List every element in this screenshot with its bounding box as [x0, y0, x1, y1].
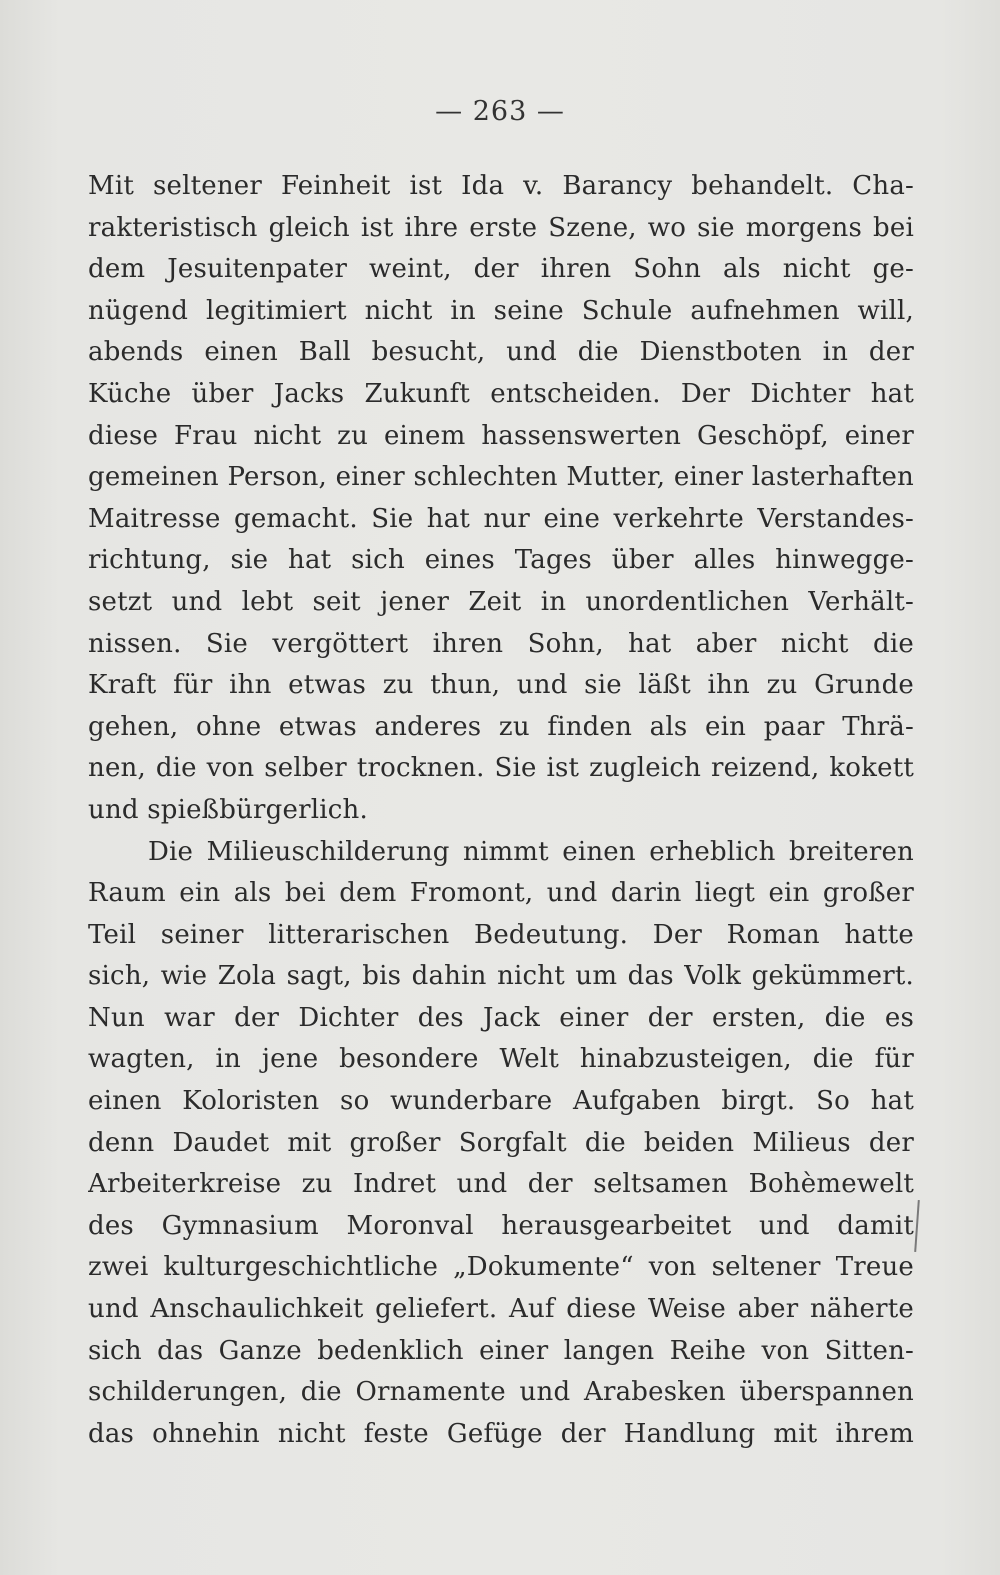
- text-line: Küche über Jacks Zukunft entscheiden. Der Dichter hat: [88, 378, 914, 409]
- text-line: Teil seiner litterarischen Bedeutung. Der Roman hatte: [88, 919, 914, 950]
- text-line: Maitresse gemacht. Sie hat nur eine verkehrte Verstandes-: [88, 503, 914, 534]
- text-line: Mit seltener Feinheit ist Ida v. Barancy behandelt. Cha-: [88, 171, 914, 201]
- text-line: Kraft für ihn etwas zu thun, und sie läßt ihn zu Grunde: [88, 670, 914, 701]
- text-line: Arbeiterkreise zu Indret und der seltsamen Bohèmewelt: [88, 1169, 914, 1200]
- text-line: und Anschaulichkeit geliefert. Auf diese Weise aber näherte: [88, 1294, 914, 1325]
- text-line: denn Daudet mit großer Sorgfalt die beiden Milieus der: [88, 1127, 914, 1158]
- text-line: nen, die von selber trocknen. Sie ist zugleich reizend, kokett: [88, 753, 914, 784]
- text-line: und spießbürgerlich.: [88, 794, 368, 825]
- text-line: dem Jesuitenpater weint, der ihren Sohn als nicht ge-: [88, 254, 914, 285]
- text-line: sich das Ganze bedenklich einer langen Reihe von Sitten-: [88, 1335, 914, 1366]
- text-line: einen Koloristen so wunderbare Aufgaben birgt. So hat: [88, 1086, 914, 1117]
- text-line: setzt und lebt seit jener Zeit in unordentlichen Verhält-: [88, 586, 914, 617]
- text-line: rakteristisch gleich ist ihre erste Szene, wo sie morgens bei: [88, 212, 914, 243]
- text-line: das ohnehin nicht feste Gefüge der Handlung mit ihrem: [88, 1418, 914, 1449]
- page-number: — 263 —: [435, 96, 565, 127]
- margin-pencil-mark: [914, 1200, 920, 1252]
- text-line: nissen. Sie vergöttert ihren Sohn, hat aber nicht die: [88, 628, 914, 659]
- text-line: Nun war der Dichter des Jack einer der ersten, die es: [88, 1002, 914, 1033]
- text-line: gehen, ohne etwas anderes zu finden als ein paar Thrä-: [88, 711, 914, 742]
- text-line: Raum ein als bei dem Fromont, und darin liegt ein großer: [88, 878, 914, 909]
- text-line: diese Frau nicht zu einem hassenswerten Geschöpf, einer: [88, 420, 914, 451]
- text-line: sich, wie Zola sagt, bis dahin nicht um das Volk gekümmert.: [88, 961, 914, 992]
- text-line: gemeinen Person, einer schlechten Mutter, einer lasterhaften: [88, 462, 914, 493]
- text-line: abends einen Ball besucht, und die Dienstboten in der: [88, 337, 914, 368]
- text-line: schilderungen, die Ornamente und Arabesken überspannen: [88, 1377, 914, 1408]
- text-line: des Gymnasium Moronval herausgearbeitet und damit: [88, 1210, 914, 1241]
- text-line: nügend legitimiert nicht in seine Schule aufnehmen will,: [88, 295, 914, 326]
- text-line: wagten, in jene besondere Welt hinabzusteigen, die für: [88, 1044, 914, 1075]
- text-line: zwei kulturgeschichtliche „Dokumente“ von seltener Treue: [88, 1252, 914, 1283]
- body-text: [88, 166, 914, 1455]
- paragraph-start-line: Die Milieuschilderung nimmt einen erheblich breiteren: [148, 836, 914, 867]
- text-line: richtung, sie hat sich eines Tages über alles hinwegge-: [88, 545, 914, 576]
